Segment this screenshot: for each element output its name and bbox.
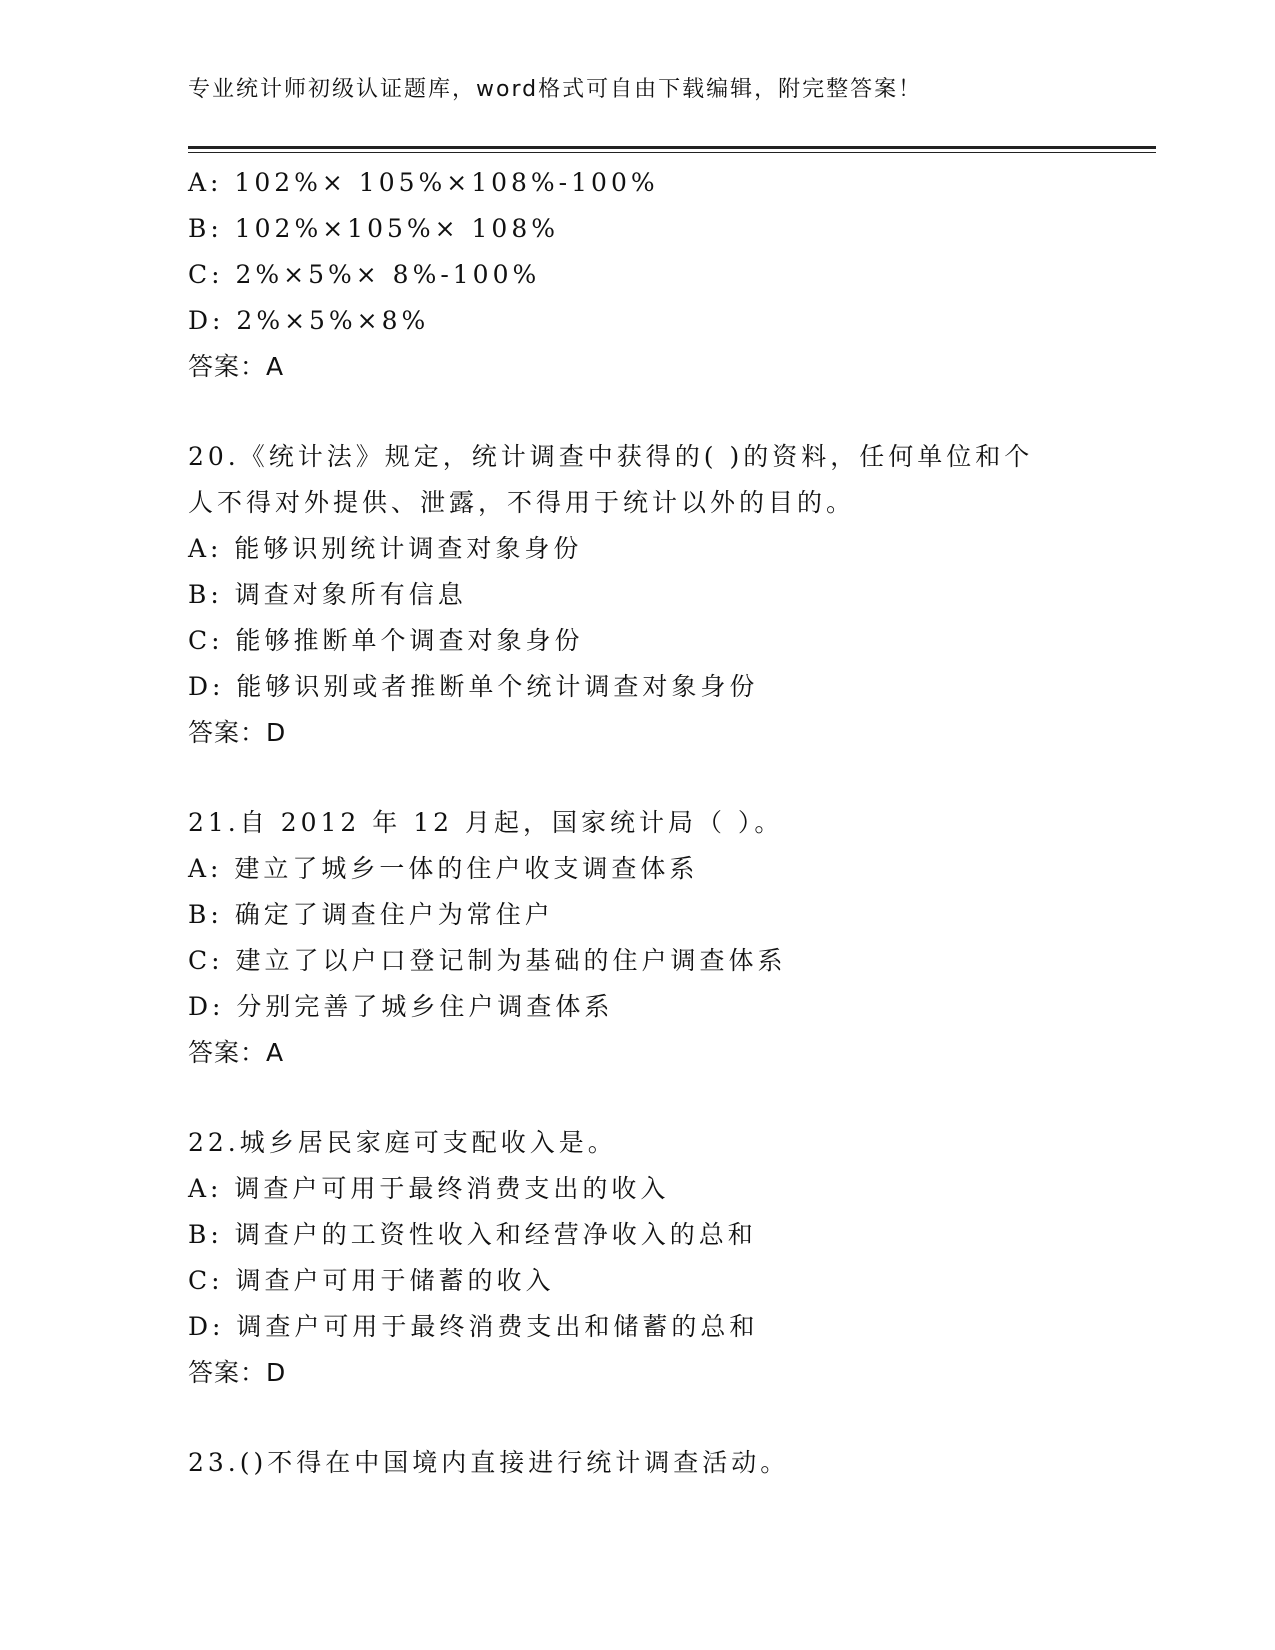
- question-stem: 22.城乡居民家庭可支配收入是。: [188, 1128, 617, 1157]
- question-spacer: [188, 1396, 1088, 1440]
- header-divider-thin: [188, 152, 1156, 153]
- question-stem: 21.自 2012 年 12 月起，国家统计局（ ）。: [188, 808, 784, 837]
- option-a: A: 能够识别统计调查对象身份: [188, 534, 583, 563]
- question-19: [188, 160, 1088, 390]
- answer-line: 答案：D: [188, 1358, 287, 1387]
- question-stem-continued: 人不得对外提供、泄露，不得用于统计以外的目的。: [188, 488, 856, 517]
- option-d: D: 分别完善了城乡住户调查体系: [188, 992, 614, 1021]
- option-d: D: 2%×5%×8%: [188, 306, 430, 335]
- option-d: D: 能够识别或者推断单个统计调查对象身份: [188, 672, 759, 701]
- option-a: A: 调查户可用于最终消费支出的收入: [188, 1174, 670, 1203]
- answer-line: 答案：A: [188, 352, 285, 381]
- option-c: C: 调查户可用于储蓄的收入: [188, 1266, 555, 1295]
- option-b: B: 102%×105%× 108%: [188, 214, 559, 243]
- option-b: B: 调查对象所有信息: [188, 580, 467, 609]
- header-divider-thick: [188, 146, 1156, 149]
- question-spacer: [188, 390, 1088, 434]
- question-20: [188, 434, 1088, 756]
- question-spacer: [188, 756, 1088, 800]
- option-b: B: 调查户的工资性收入和经营净收入的总和: [188, 1220, 757, 1249]
- option-c: C: 能够推断单个调查对象身份: [188, 626, 584, 655]
- question-stem: 20.《统计法》规定，统计调查中获得的( )的资料，任何单位和个: [188, 442, 1034, 471]
- option-c: C: 2%×5%× 8%-100%: [188, 260, 541, 289]
- option-d: D: 调查户可用于最终消费支出和储蓄的总和: [188, 1312, 759, 1341]
- answer-line: 答案：D: [188, 718, 287, 747]
- question-23: [188, 1440, 1088, 1486]
- option-a: A: 建立了城乡一体的住户收支调查体系: [188, 854, 699, 883]
- question-list: [188, 160, 1088, 1486]
- option-a: A: 102%× 105%×108%-100%: [188, 168, 659, 197]
- option-c: C: 建立了以户口登记制为基础的住户调查体系: [188, 946, 787, 975]
- answer-line: 答案：A: [188, 1038, 285, 1067]
- question-spacer: [188, 1076, 1088, 1120]
- question-21: [188, 800, 1088, 1076]
- option-b: B: 确定了调查住户为常住户: [188, 900, 554, 929]
- question-stem: 23.()不得在中国境内直接进行统计调查活动。: [188, 1448, 790, 1477]
- page-header: 专业统计师初级认证题库，word格式可自由下载编辑，附完整答案！: [188, 77, 923, 102]
- question-22: [188, 1120, 1088, 1396]
